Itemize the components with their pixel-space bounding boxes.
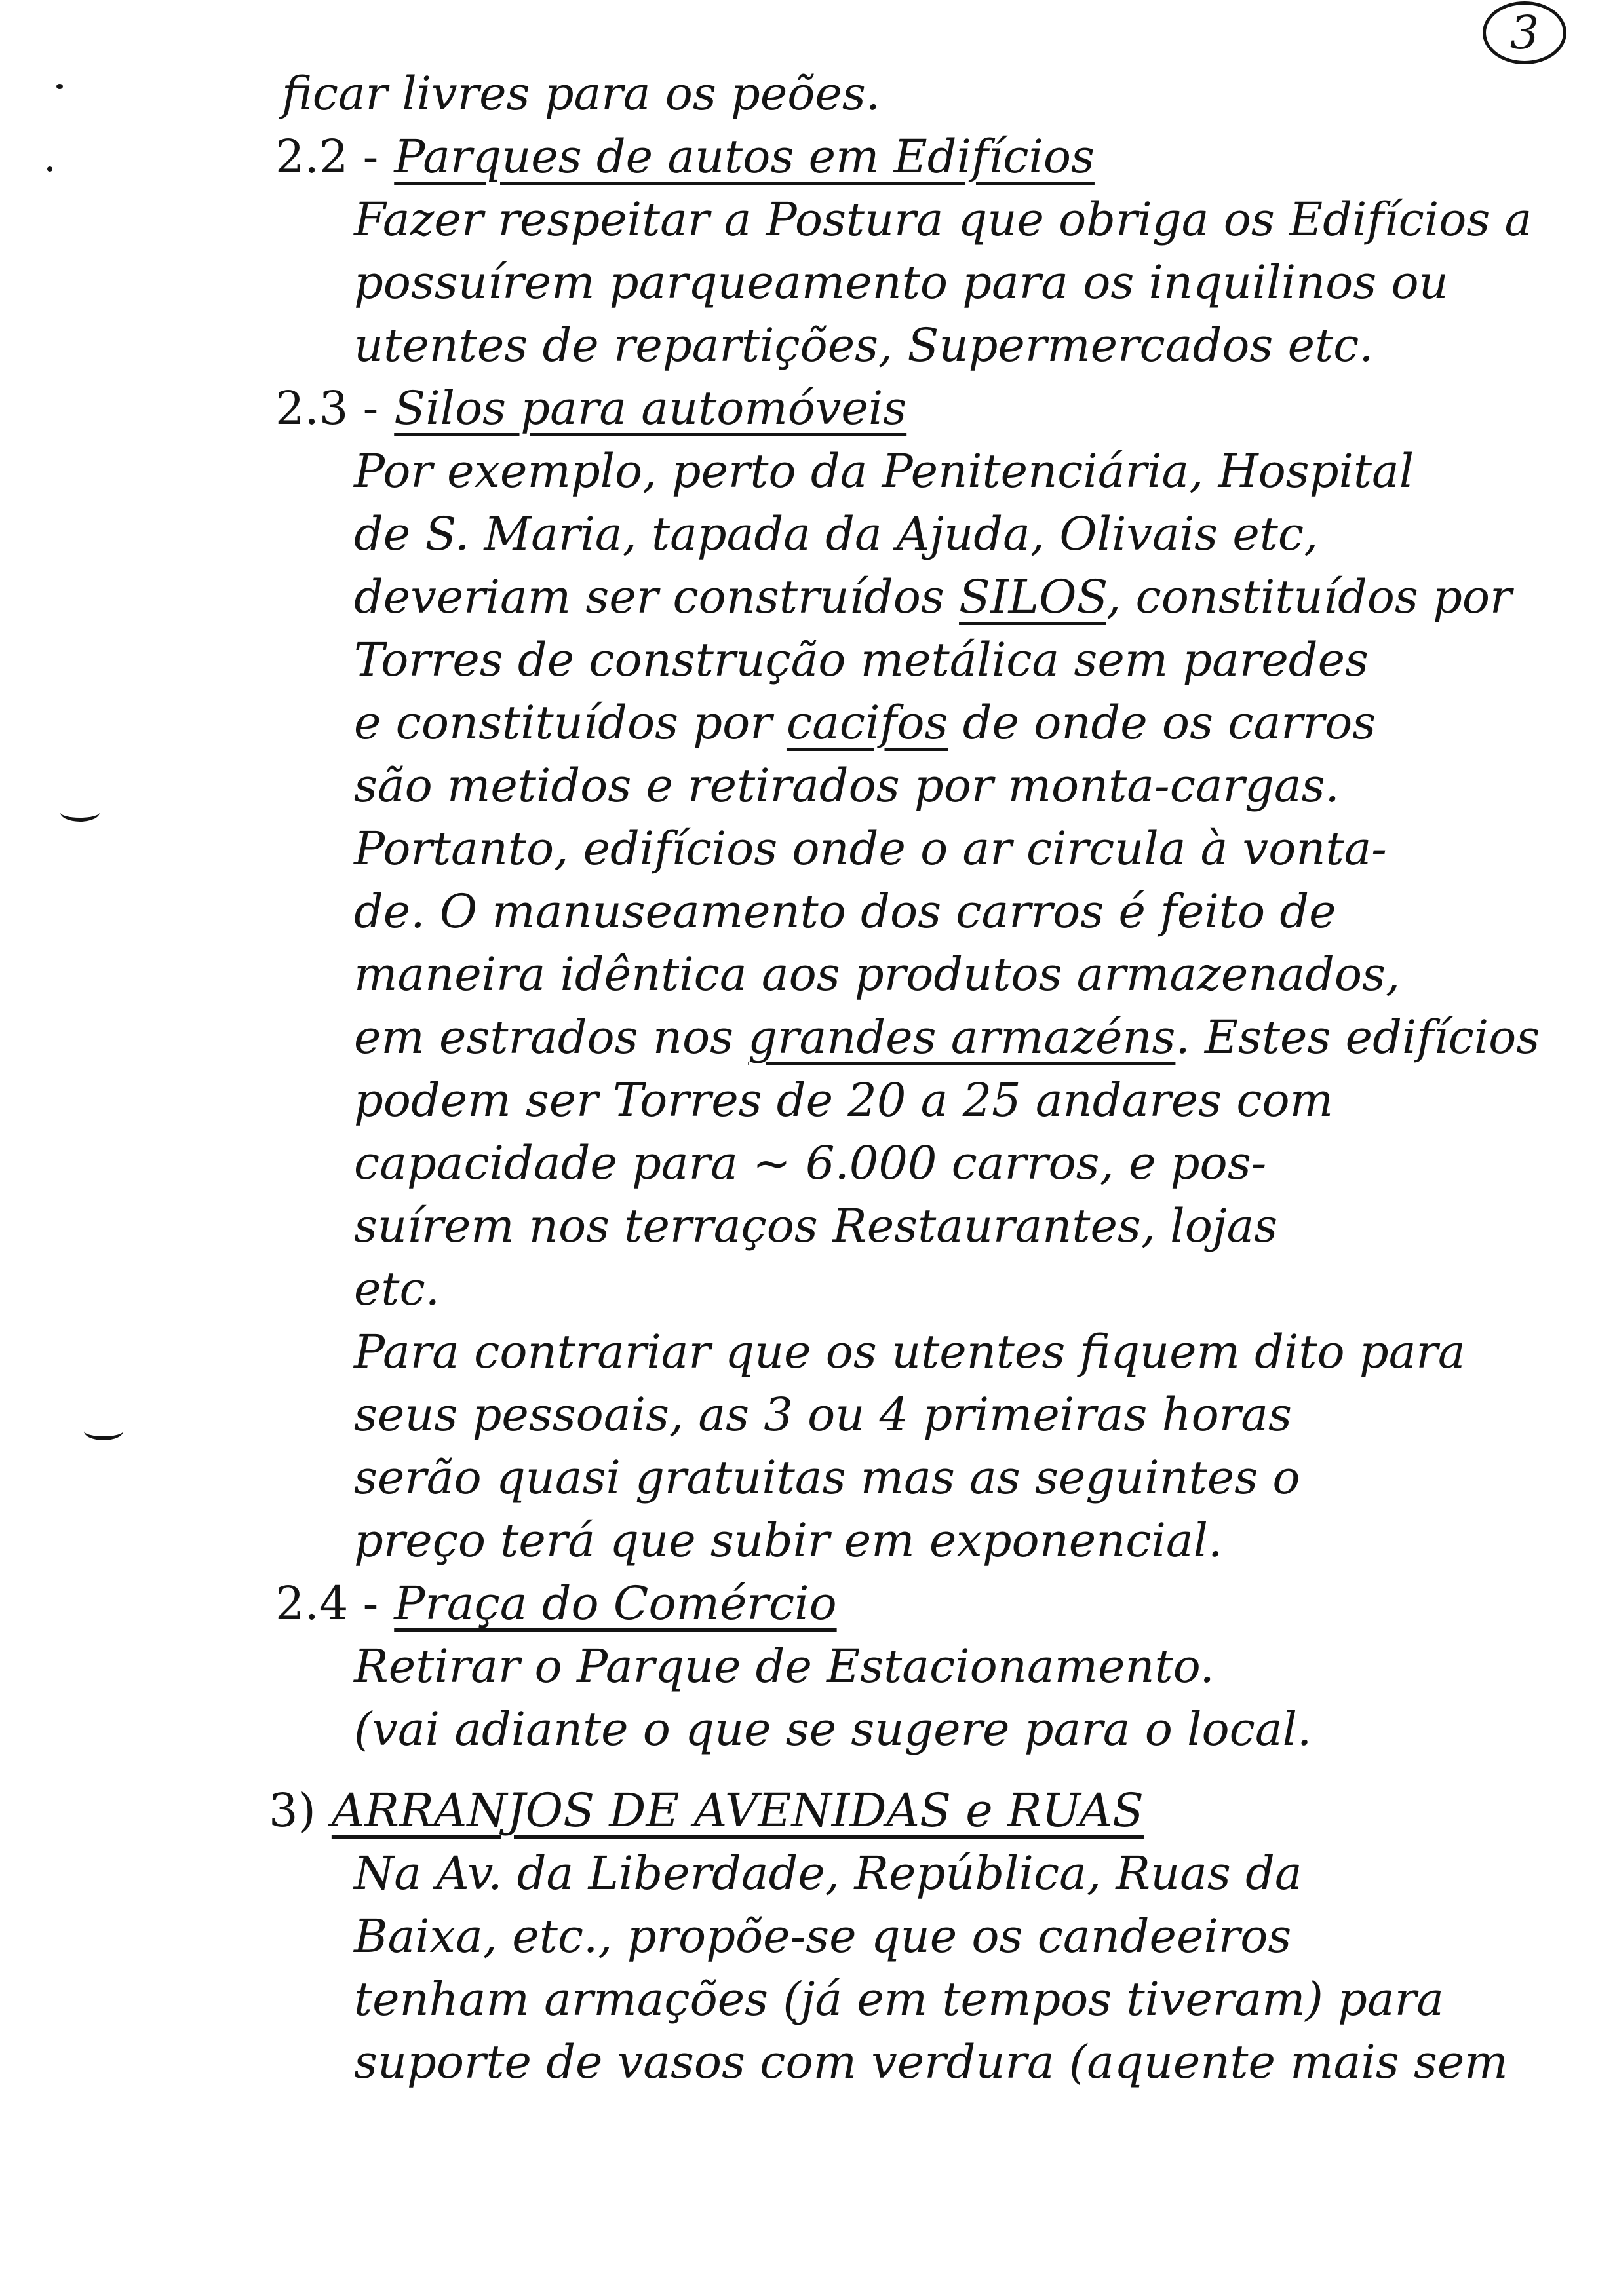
line-text: Fazer respeitar a Postura que obriga os Edifícios a [354,193,1532,246]
text-line [354,1009,1540,1065]
text-line [354,1324,1466,1380]
text-line [354,632,1369,688]
text-line [354,946,1400,1003]
line-text: utentes de repartições, Supermercados etc. [354,318,1374,372]
line-text: de. O manuseamento dos carros é feito de [354,885,1336,938]
text-line [354,1261,440,1317]
page-number-text: 3 [1509,6,1540,60]
text-line [354,1971,1444,2027]
line-text: suírem nos terraços Restaurantes, lojas [354,1199,1278,1253]
text-line [354,1135,1266,1191]
margin-dot [56,84,63,89]
page-number [1483,1,1566,64]
line-text: serão quasi gratuitas mas as seguintes o [354,1451,1300,1504]
text-line [354,191,1532,248]
line-text: possuírem parqueamento para os inquilinos ou [354,256,1449,309]
line-text: e constituídos por [354,696,772,750]
section-heading [275,1575,837,1632]
line-text: seus pessoais, as 3 ou 4 primeiras horas [354,1388,1292,1442]
section-heading [275,380,906,436]
line-text: Baixa, etc., propõe-se que os candeeiros [354,1909,1292,1963]
section-number: 2.4 - [275,1577,379,1630]
section-heading [275,128,1095,185]
underlined-word: grandes armazéns [748,1010,1176,1064]
text-line [354,1072,1333,1128]
line-text: Na Av. da Liberdade, República, Ruas da [354,1846,1302,1900]
underlined-word: cacifos [786,696,948,750]
line-text: maneira idêntica aos produtos armazenados, [354,947,1401,1001]
line-text: de onde os carros [948,696,1376,750]
margin-dot [47,166,52,172]
text-line [354,1701,1312,1757]
text-line [354,1512,1222,1569]
section-title: Parques de autos em Edifícios [394,130,1095,183]
underlined-word: SILOS [959,570,1106,624]
text-line [354,1908,1291,1964]
section-number: 2.2 - [275,130,379,183]
text-line [354,254,1449,311]
line-text: Para contrariar que os utentes fiquem dito para [354,1325,1466,1379]
line-text: etc. [354,1262,440,1316]
margin-hook [60,803,100,822]
line-text: ficar livres para os peões. [282,67,881,121]
line-text: Torres de construção metálica sem paredes [354,633,1369,687]
line-text: de S. Maria, tapada da Ajuda, Olivais etc, [354,507,1319,561]
line-text: podem ser Torres de 20 a 25 andares com [354,1073,1334,1127]
section-title: Silos para automóveis [394,381,907,435]
section-number: 2.3 - [275,381,379,435]
line-text: Portanto, edifícios onde o ar circula à vonta- [354,822,1387,875]
section-heading [269,1782,1144,1839]
line-text: são metidos e retirados por monta-cargas. [354,759,1340,813]
section-title: Praça do Comércio [394,1577,837,1630]
text-line [354,317,1374,373]
text-line [354,695,1376,751]
text-line [354,1449,1300,1506]
line-text: , constituídos por [1106,570,1512,624]
text-line [354,883,1336,940]
line-text: suporte de vasos com verdura (aquente mais sem [354,2035,1508,2089]
line-text: (vai adiante o que se sugere para o local. [354,1702,1312,1756]
section-number: 3) [269,1784,316,1837]
margin-hook [84,1422,123,1440]
text-line [282,66,880,122]
text-line [354,1638,1215,1694]
text-line [354,2034,1508,2090]
text-line [354,506,1318,562]
line-text: Por exemplo, perto da Penitenciária, Hospital [354,444,1414,498]
text-line [354,1198,1277,1254]
text-line [354,569,1512,625]
line-text: . Estes edifícios [1175,1010,1540,1064]
line-text: Retirar o Parque de Estacionamento. [354,1639,1215,1693]
text-line [354,1845,1302,1902]
text-line [354,443,1414,499]
line-text: preço terá que subir em exponencial. [354,1514,1223,1567]
text-line [354,820,1387,877]
text-line [354,1387,1292,1443]
line-text: em estrados nos [354,1010,734,1064]
text-line [354,757,1340,814]
line-text: tenham armações (já em tempos tiveram) para [354,1972,1444,2026]
line-text: capacidade para ~ 6.000 carros, e pos- [354,1136,1267,1190]
line-text: deveriam ser construídos [354,570,944,624]
section-title: ARRANJOS DE AVENIDAS e RUAS [331,1784,1144,1837]
